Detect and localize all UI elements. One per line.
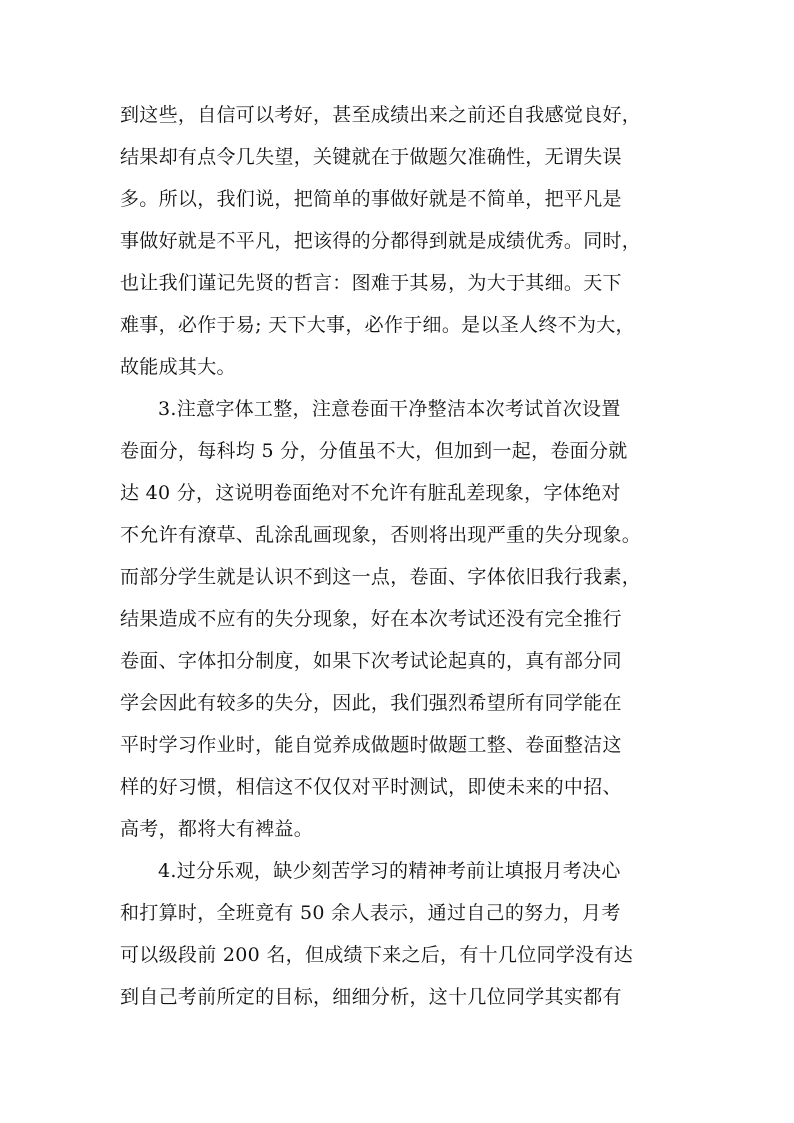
text-line: 平时学习作业时，能自觉养成做题时做题工整、卷面整洁这 xyxy=(120,734,622,756)
text-line: 高考，都将大有裨益。 xyxy=(120,818,314,840)
text-line: 多。所以，我们说，把简单的事做好就是不简单，把平凡是 xyxy=(120,188,622,210)
text-line: 而部分学生就是认识不到这一点，卷面、字体依旧我行我素， xyxy=(120,566,642,588)
text-line: 事做好就是不平凡，把该得的分都得到就是成绩优秀。同时， xyxy=(120,230,642,252)
text-line: 也让我们谨记先贤的哲言：图难于其易，为大于其细。天下 xyxy=(120,272,622,294)
paragraph-heading-4: 4.过分乐观，缺少刻苦学习的精神考前让填报月考决心 xyxy=(158,860,621,882)
text-line: 和打算时，全班竟有 50 余人表示，通过自己的努力，月考 xyxy=(120,902,621,924)
text-line: 到自己考前所定的目标，细细分析，这十几位同学其实都有 xyxy=(120,986,622,1008)
text-line: 结果造成不应有的失分现象，好在本次考试还没有完全推行 xyxy=(120,608,622,630)
text-line: 卷面分，每科均 5 分，分值虽不大，但加到一起，卷面分就 xyxy=(120,440,628,462)
text-line: 学会因此有较多的失分，因此，我们强烈希望所有同学能在 xyxy=(120,692,622,714)
text-line: 不允许有潦草、乱涂乱画现象，否则将出现严重的失分现象。 xyxy=(120,524,642,546)
text-line: 故能成其大。 xyxy=(120,356,236,378)
paragraph-heading-3: 3.注意字体工整，注意卷面干净整洁本次考试首次设置 xyxy=(158,398,621,420)
text-line: 难事，必作于易; 天下大事，必作于细。是以圣人终不为大， xyxy=(120,314,635,336)
text-line: 样的好习惯，相信这不仅仅对平时测试，即使未来的中招、 xyxy=(120,776,622,798)
text-line: 卷面、字体扣分制度，如果下次考试论起真的，真有部分同 xyxy=(120,650,622,672)
text-line: 到这些，自信可以考好，甚至成绩出来之前还自我感觉良好， xyxy=(120,104,642,126)
text-line: 达 40 分，这说明卷面绝对不允许有脏乱差现象，字体绝对 xyxy=(120,482,621,504)
text-line: 可以级段前 200 名，但成绩下来之后，有十几位同学没有达 xyxy=(120,944,634,966)
text-line: 结果却有点令几失望，关键就在于做题欠准确性，无谓失误 xyxy=(120,146,622,168)
